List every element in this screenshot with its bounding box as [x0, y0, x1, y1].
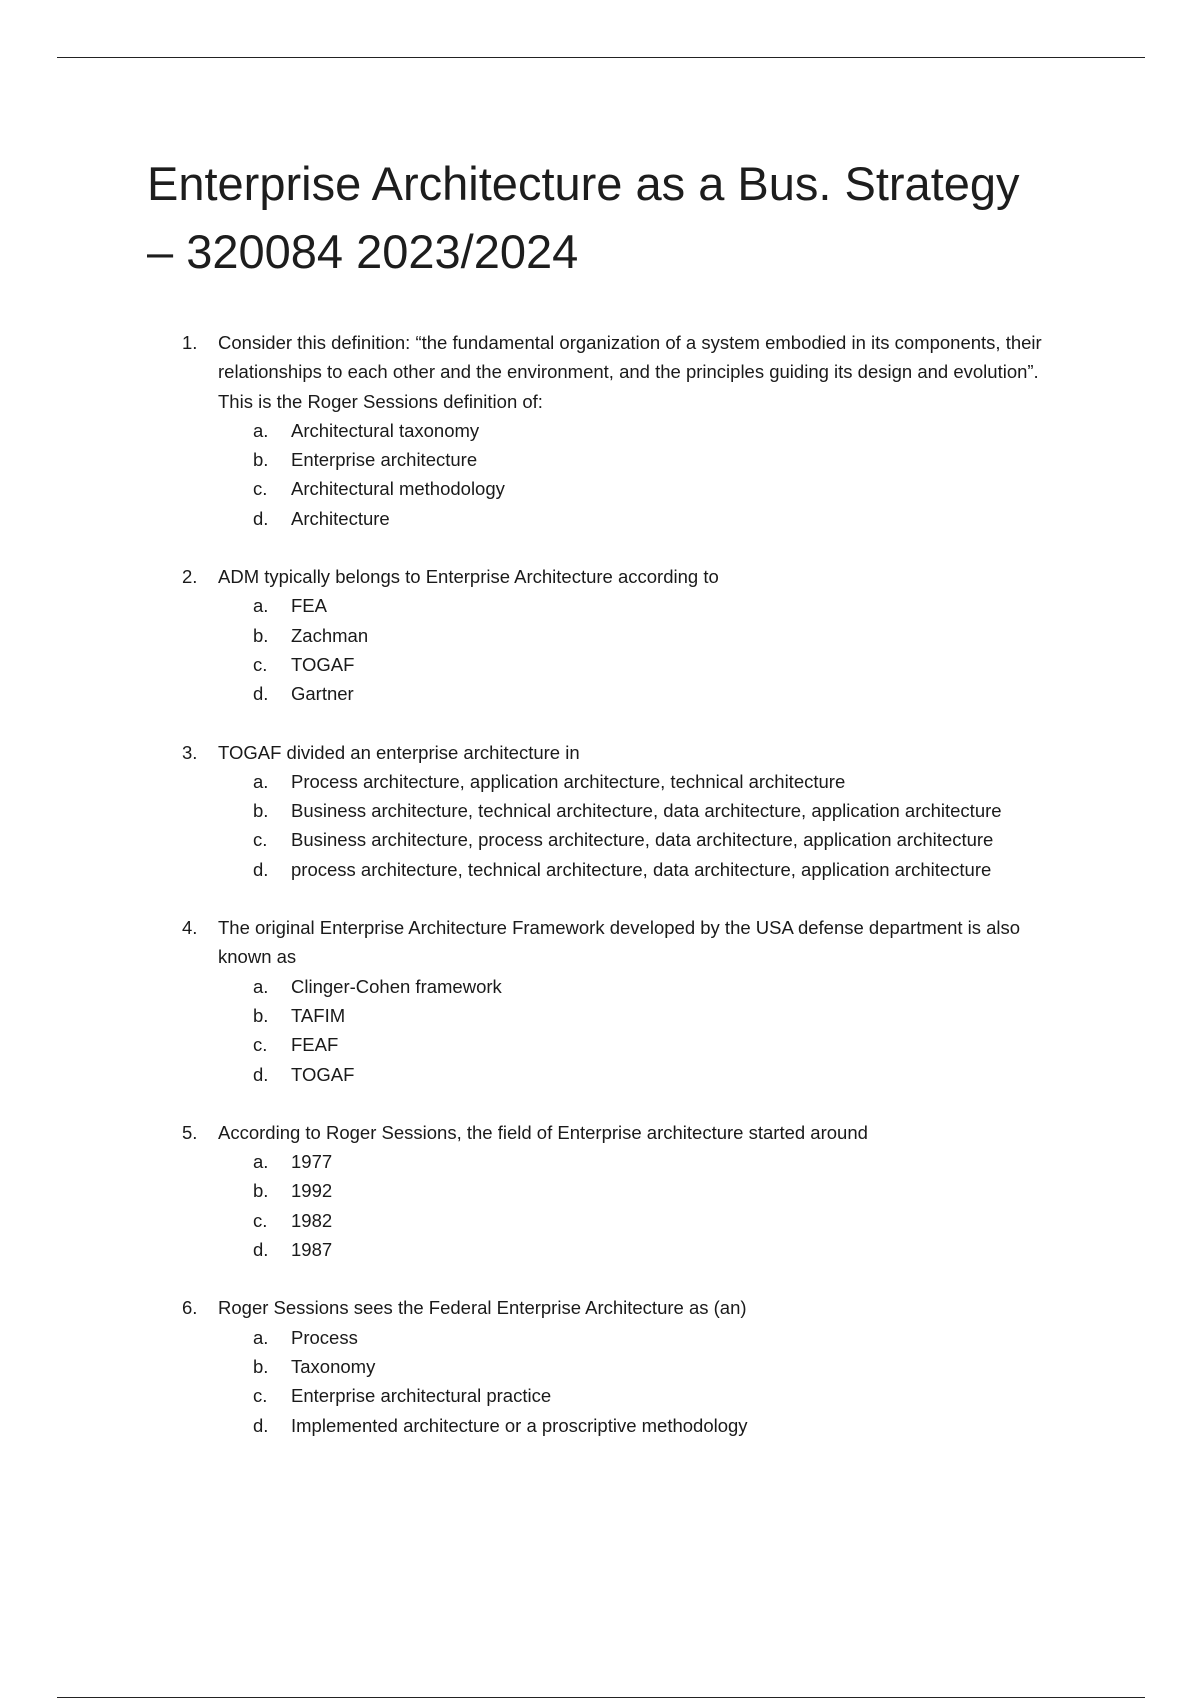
option-text: Zachman	[291, 624, 369, 646]
bottom-rule	[57, 1697, 1145, 1698]
question-1	[147, 328, 1047, 533]
option-text: process architecture, technical architecture, data architecture, application architecture	[291, 858, 992, 880]
page-title	[147, 150, 1107, 286]
option-item	[147, 474, 1047, 503]
question-number: 2.	[182, 566, 198, 588]
option-letter: d.	[253, 507, 269, 529]
option-letter: d.	[253, 683, 269, 705]
title-line-1: Enterprise Architecture as a Bus. Strategy	[147, 157, 1020, 210]
option-list	[147, 767, 1047, 884]
option-text: 1977	[291, 1151, 333, 1173]
option-letter: a.	[253, 975, 269, 997]
option-text: Enterprise architecture	[291, 449, 478, 471]
option-item	[147, 416, 1047, 445]
option-text: Architectural methodology	[291, 478, 505, 500]
option-text: 1992	[291, 1180, 333, 1202]
question-number: 5.	[182, 1121, 198, 1143]
option-item	[147, 1206, 1047, 1235]
option-text: Clinger-Cohen framework	[291, 975, 502, 997]
option-item	[147, 679, 1047, 708]
option-letter: d.	[253, 1239, 269, 1261]
option-item	[147, 1235, 1047, 1264]
option-letter: a.	[253, 1326, 269, 1348]
option-item	[147, 650, 1047, 679]
question-number: 4.	[182, 917, 198, 939]
question-number: 1.	[182, 332, 198, 353]
question-stem	[147, 738, 1047, 767]
question-4	[147, 913, 1047, 1089]
question-2	[147, 562, 1047, 708]
option-item	[147, 767, 1047, 796]
option-item	[147, 591, 1047, 620]
option-text: Business architecture, process architecture, data architecture, application architecture	[291, 829, 994, 851]
option-text: Business architecture, technical architecture, data architecture, application architecture	[291, 800, 1002, 822]
option-text: Gartner	[291, 683, 354, 705]
option-letter: b.	[253, 1180, 269, 1202]
question-text: The original Enterprise Architecture Framework developed by the USA defense department is also known as	[218, 917, 1021, 968]
option-item	[147, 1352, 1047, 1381]
option-text: 1982	[291, 1209, 333, 1231]
option-letter: b.	[253, 624, 269, 646]
question-text: According to Roger Sessions, the field of Enterprise architecture started around	[218, 1121, 868, 1143]
option-text: FEAF	[291, 1034, 339, 1056]
option-letter: a.	[253, 595, 269, 617]
option-letter: a.	[253, 419, 269, 441]
question-stem	[147, 1293, 1047, 1322]
question-5	[147, 1118, 1047, 1264]
question-text: Consider this definition: “the fundamental organization of a system embodied in its components, their relationships to each other and the environment, and the principles guiding its design and evolution”. This is the Roger Sessions definition of:	[218, 332, 1042, 412]
option-letter: c.	[253, 829, 268, 851]
question-text: TOGAF divided an enterprise architecture in	[218, 741, 580, 763]
option-item	[147, 796, 1047, 825]
question-3	[147, 738, 1047, 884]
option-text: Enterprise architectural practice	[291, 1385, 552, 1407]
question-number: 3.	[182, 741, 198, 763]
option-item	[147, 621, 1047, 650]
option-letter: b.	[253, 1004, 269, 1026]
option-item	[147, 1030, 1047, 1059]
option-text: TOGAF	[291, 653, 355, 675]
option-text: 1987	[291, 1239, 333, 1261]
option-item	[147, 504, 1047, 533]
option-letter: d.	[253, 858, 269, 880]
option-item	[147, 445, 1047, 474]
option-text: Taxonomy	[291, 1355, 376, 1377]
option-text: Architectural taxonomy	[291, 419, 480, 441]
option-text: Process	[291, 1326, 358, 1348]
option-text: Process architecture, application architecture, technical architecture	[291, 770, 846, 792]
option-text: Architecture	[291, 507, 390, 529]
question-list	[147, 328, 1047, 1469]
option-letter: b.	[253, 1355, 269, 1377]
option-letter: c.	[253, 1385, 268, 1407]
option-text: FEA	[291, 595, 327, 617]
question-stem	[147, 328, 1047, 416]
option-item	[147, 1323, 1047, 1352]
option-list	[147, 1323, 1047, 1440]
option-item	[147, 1176, 1047, 1205]
option-letter: d.	[253, 1414, 269, 1436]
question-text: ADM typically belongs to Enterprise Architecture according to	[218, 566, 719, 588]
option-letter: c.	[253, 478, 268, 500]
question-stem	[147, 913, 1047, 972]
option-list	[147, 1147, 1047, 1264]
option-item	[147, 1147, 1047, 1176]
option-letter: d.	[253, 1063, 269, 1085]
option-item	[147, 972, 1047, 1001]
option-letter: c.	[253, 1209, 268, 1231]
option-letter: c.	[253, 653, 268, 675]
question-6	[147, 1293, 1047, 1439]
option-letter: b.	[253, 800, 269, 822]
option-item	[147, 1001, 1047, 1030]
option-item	[147, 1381, 1047, 1410]
title-line-2: – 320084 2023/2024	[147, 225, 579, 278]
option-text: Implemented architecture or a proscriptive methodology	[291, 1414, 748, 1436]
option-item	[147, 1060, 1047, 1089]
option-letter: c.	[253, 1034, 268, 1056]
option-item	[147, 1411, 1047, 1440]
option-list	[147, 416, 1047, 533]
option-item	[147, 855, 1047, 884]
option-list	[147, 972, 1047, 1089]
option-letter: a.	[253, 1151, 269, 1173]
option-item	[147, 825, 1047, 854]
question-stem	[147, 1118, 1047, 1147]
option-letter: b.	[253, 449, 269, 471]
option-list	[147, 591, 1047, 708]
top-rule	[57, 57, 1145, 58]
question-stem	[147, 562, 1047, 591]
option-letter: a.	[253, 770, 269, 792]
question-text: Roger Sessions sees the Federal Enterprise Architecture as (an)	[218, 1297, 747, 1319]
option-text: TAFIM	[291, 1004, 346, 1026]
option-text: TOGAF	[291, 1063, 355, 1085]
question-number: 6.	[182, 1297, 198, 1319]
